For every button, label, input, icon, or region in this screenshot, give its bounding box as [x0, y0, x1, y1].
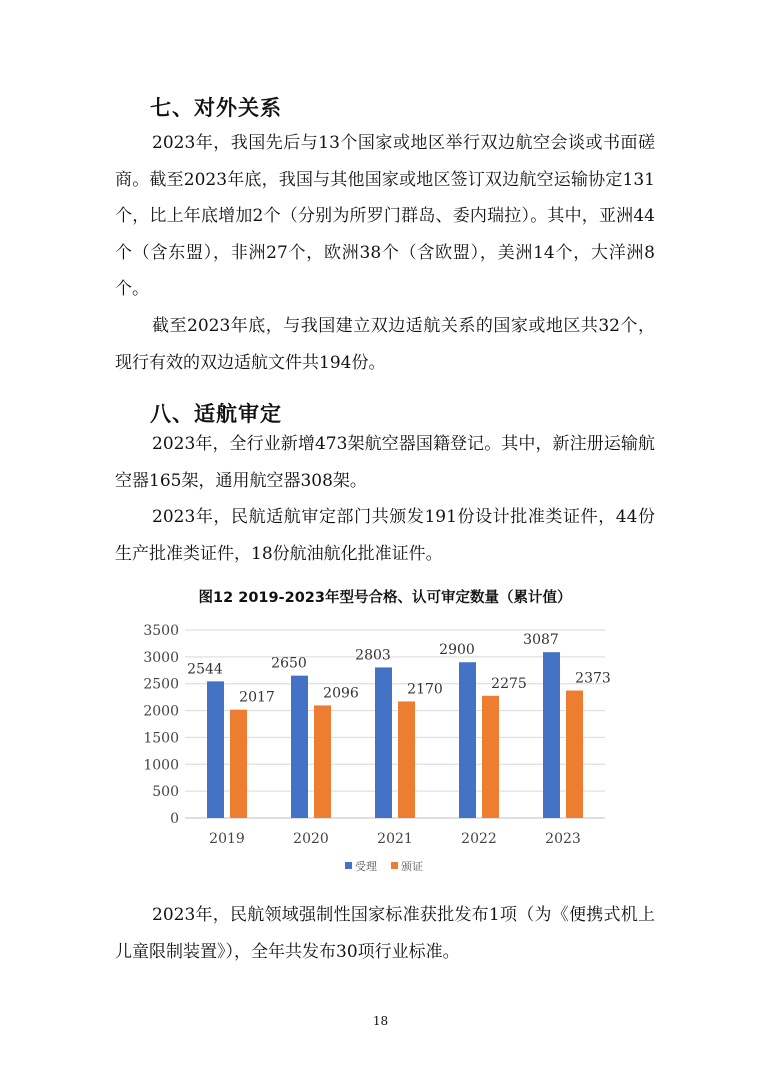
data-label: 2170	[407, 681, 443, 698]
y-tick-label: 1000	[143, 757, 179, 774]
data-label: 2017	[239, 689, 275, 706]
y-tick-label: 2000	[143, 703, 179, 720]
bar-chart	[140, 582, 630, 882]
legend-swatch	[391, 862, 398, 869]
x-tick-label: 2020	[293, 831, 329, 847]
section-8-paragraph-1: 2023年，全行业新增473架航空器国籍登记。其中，新注册运输航空器165架，通用航空器308架。	[115, 434, 655, 491]
section-7-paragraph-1: 2023年，我国先后与13个国家或地区举行双边航空会谈或书面磋商。截至2023年底，我国与其他国家或地区签订双边航空运输协定131个，比上年底增加2个（分别为所罗门群岛、委内瑞拉）。其中，亚洲44个（含东盟），非洲27个，欧洲38个（含欧盟），美洲14个，大洋洲8个。	[115, 133, 655, 299]
page-number: 18	[372, 1014, 389, 1028]
bar-受理	[375, 667, 392, 818]
section-8-heading: 八、适航审定	[150, 402, 282, 426]
y-tick-label: 0	[170, 811, 179, 827]
legend-label: 受理	[355, 860, 377, 873]
bar-受理	[291, 676, 308, 818]
y-tick-label: 3000	[143, 649, 179, 666]
data-label: 2900	[439, 642, 475, 659]
data-label: 3087	[523, 632, 559, 649]
x-tick-label: 2021	[377, 831, 413, 847]
section-8-paragraph-3: 2023年，民航领域强制性国家标准获批发布1项（为《便携式机上儿童限制装置》），全年共发布30项行业标准。	[115, 905, 655, 962]
section-7-paragraph-2: 截至2023年底，与我国建立双边适航关系的国家或地区共32个，现行有效的双边适航文件共194份。	[115, 316, 655, 373]
bar-颁证	[314, 705, 331, 818]
legend-label: 颁证	[401, 860, 423, 873]
bar-颁证	[566, 691, 583, 818]
y-tick-label: 500	[152, 784, 179, 801]
x-tick-label: 2023	[545, 831, 581, 847]
y-tick-label: 2500	[143, 676, 179, 693]
data-label: 2096	[323, 685, 359, 702]
y-tick-label: 3500	[143, 623, 179, 639]
bar-颁证	[482, 696, 499, 818]
y-tick-label: 1500	[143, 730, 179, 747]
data-label: 2544	[187, 661, 223, 678]
x-tick-label: 2022	[461, 831, 497, 847]
bar-受理	[459, 662, 476, 818]
legend-swatch	[345, 862, 352, 869]
data-label: 2373	[575, 670, 611, 687]
bar-颁证	[398, 701, 415, 818]
data-label: 2803	[355, 647, 391, 664]
section-7-heading: 七、对外关系	[150, 96, 282, 120]
data-label: 2650	[271, 655, 307, 672]
section-8-paragraph-2: 2023年，民航适航审定部门共颁发191份设计批准类证件，44份生产批准类证件，18份航油航化批准证件。	[115, 507, 655, 564]
data-label: 2275	[491, 675, 527, 692]
bar-颁证	[230, 710, 247, 818]
bar-受理	[543, 652, 560, 818]
x-tick-label: 2019	[209, 831, 245, 847]
bar-受理	[207, 681, 224, 818]
chart-title: 图12 2019-2023年型号合格、认可审定数量（累计值）	[198, 590, 572, 606]
chart-canvas	[140, 582, 630, 882]
